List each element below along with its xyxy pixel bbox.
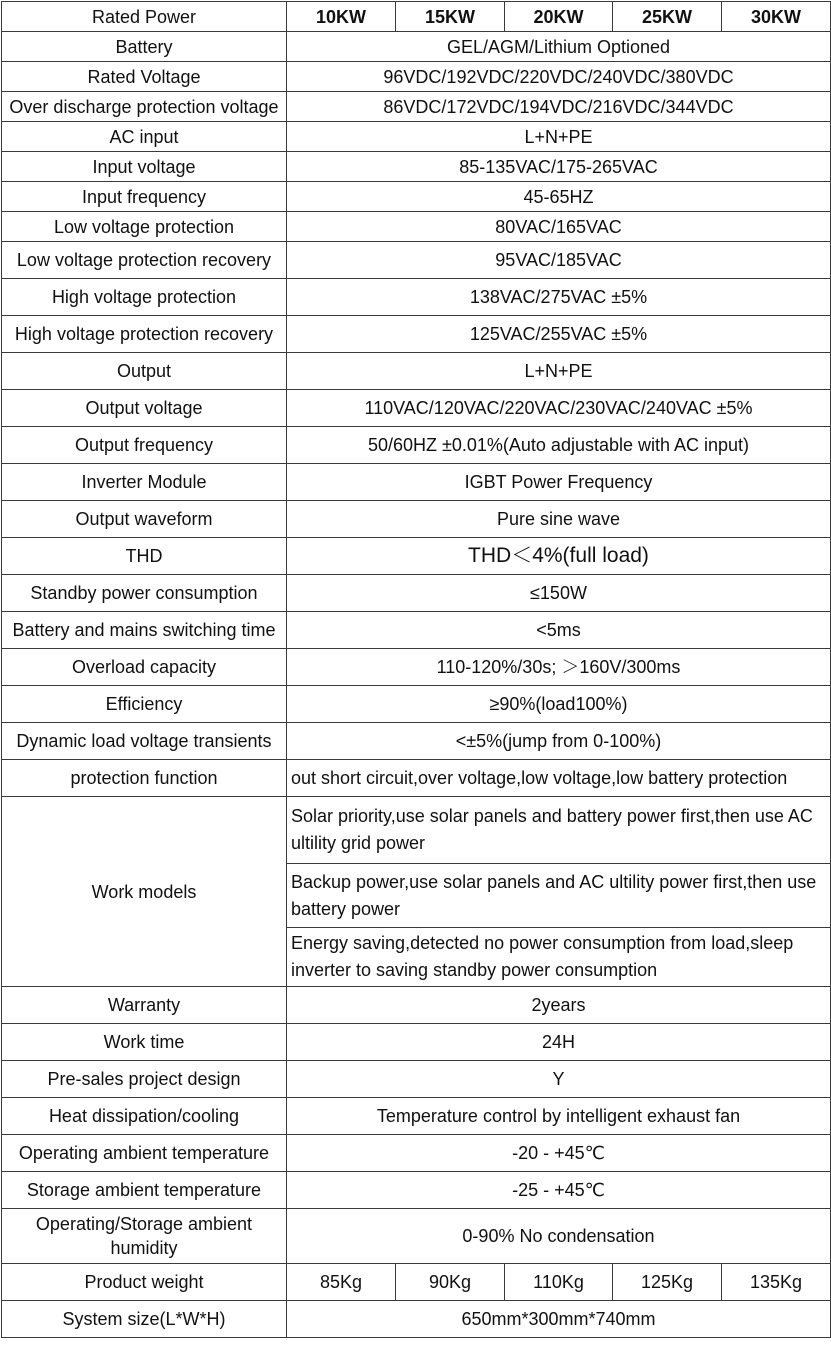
row-value: out short circuit,over voltage,low voltage,low battery protection bbox=[287, 760, 831, 797]
weight-25kw: 125Kg bbox=[613, 1264, 722, 1301]
weight-15kw: 90Kg bbox=[396, 1264, 505, 1301]
table-row bbox=[2, 464, 831, 501]
row-value: <±5%(jump from 0-100%) bbox=[287, 723, 831, 760]
row-label: THD bbox=[2, 538, 287, 575]
row-label: Output frequency bbox=[2, 427, 287, 464]
table-row bbox=[2, 987, 831, 1024]
row-label: Storage ambient temperature bbox=[2, 1172, 287, 1209]
row-label: Output voltage bbox=[2, 390, 287, 427]
row-label: Dynamic load voltage transients bbox=[2, 723, 287, 760]
size-label: System size(L*W*H) bbox=[2, 1301, 287, 1338]
table-row bbox=[2, 649, 831, 686]
row-value: -20 - +45℃ bbox=[287, 1135, 831, 1172]
weight-10kw: 85Kg bbox=[287, 1264, 396, 1301]
row-label: Low voltage protection recovery bbox=[2, 242, 287, 279]
row-label: Work time bbox=[2, 1024, 287, 1061]
row-label: Warranty bbox=[2, 987, 287, 1024]
row-label: Operating/Storage ambient humidity bbox=[2, 1209, 287, 1264]
table-row bbox=[2, 212, 831, 242]
row-label: Input frequency bbox=[2, 182, 287, 212]
table-row bbox=[2, 62, 831, 92]
row-value: L+N+PE bbox=[287, 122, 831, 152]
table-row bbox=[2, 1135, 831, 1172]
row-value: 24H bbox=[287, 1024, 831, 1061]
row-value: 96VDC/192VDC/220VDC/240VDC/380VDC bbox=[287, 62, 831, 92]
row-value: Pure sine wave bbox=[287, 501, 831, 538]
table-row bbox=[2, 1061, 831, 1098]
row-value: ≥90%(load100%) bbox=[287, 686, 831, 723]
work-model-item: Solar priority,use solar panels and battery power first,then use AC ultility grid power bbox=[287, 797, 831, 864]
row-value: 2years bbox=[287, 987, 831, 1024]
size-value: 650mm*300mm*740mm bbox=[287, 1301, 831, 1338]
table-row bbox=[2, 152, 831, 182]
table-row bbox=[2, 612, 831, 649]
work-models-row bbox=[2, 797, 831, 864]
row-value: -25 - +45℃ bbox=[287, 1172, 831, 1209]
row-value: Y bbox=[287, 1061, 831, 1098]
table-row bbox=[2, 122, 831, 152]
row-label: Output waveform bbox=[2, 501, 287, 538]
table-row bbox=[2, 686, 831, 723]
size-row bbox=[2, 1301, 831, 1338]
row-value: GEL/AGM/Lithium Optioned bbox=[287, 32, 831, 62]
weight-20kw: 110Kg bbox=[505, 1264, 613, 1301]
table-row bbox=[2, 353, 831, 390]
row-label: Low voltage protection bbox=[2, 212, 287, 242]
row-value: 85-135VAC/175-265VAC bbox=[287, 152, 831, 182]
row-value: ≤150W bbox=[287, 575, 831, 612]
table-row bbox=[2, 760, 831, 797]
row-label: Output bbox=[2, 353, 287, 390]
row-label: protection function bbox=[2, 760, 287, 797]
weight-row bbox=[2, 1264, 831, 1301]
row-value: L+N+PE bbox=[287, 353, 831, 390]
table-row bbox=[2, 501, 831, 538]
row-value: 0-90% No condensation bbox=[287, 1209, 831, 1264]
model-15kw: 15KW bbox=[396, 2, 505, 32]
table-row bbox=[2, 1024, 831, 1061]
row-value: 138VAC/275VAC ±5% bbox=[287, 279, 831, 316]
table-row bbox=[2, 1098, 831, 1135]
model-10kw: 10KW bbox=[287, 2, 396, 32]
row-value: IGBT Power Frequency bbox=[287, 464, 831, 501]
row-label: Battery bbox=[2, 32, 287, 62]
table-row bbox=[2, 538, 831, 575]
table-row bbox=[2, 1209, 831, 1264]
table-row bbox=[2, 92, 831, 122]
header-label: Rated Power bbox=[2, 2, 287, 32]
model-20kw: 20KW bbox=[505, 2, 613, 32]
table-row bbox=[2, 723, 831, 760]
row-label: Inverter Module bbox=[2, 464, 287, 501]
table-row bbox=[2, 575, 831, 612]
row-label: Overload capacity bbox=[2, 649, 287, 686]
row-label: Input voltage bbox=[2, 152, 287, 182]
row-value: 110VAC/120VAC/220VAC/230VAC/240VAC ±5% bbox=[287, 390, 831, 427]
table-row bbox=[2, 242, 831, 279]
row-label: Standby power consumption bbox=[2, 575, 287, 612]
row-value: Temperature control by intelligent exhaust fan bbox=[287, 1098, 831, 1135]
row-label: Battery and mains switching time bbox=[2, 612, 287, 649]
header-row bbox=[2, 2, 831, 32]
work-model-item: Energy saving,detected no power consumption from load,sleep inverter to saving standby power consumption bbox=[287, 928, 831, 987]
row-label: High voltage protection bbox=[2, 279, 287, 316]
row-label: Rated Voltage bbox=[2, 62, 287, 92]
weight-label: Product weight bbox=[2, 1264, 287, 1301]
table-row bbox=[2, 279, 831, 316]
row-value: 45-65HZ bbox=[287, 182, 831, 212]
row-label: Efficiency bbox=[2, 686, 287, 723]
table-row bbox=[2, 182, 831, 212]
row-label: AC input bbox=[2, 122, 287, 152]
row-value: <5ms bbox=[287, 612, 831, 649]
table-row bbox=[2, 32, 831, 62]
row-label: Over discharge protection voltage bbox=[2, 92, 287, 122]
weight-30kw: 135Kg bbox=[722, 1264, 831, 1301]
row-value: THD＜4%(full load) bbox=[287, 538, 831, 575]
row-label: High voltage protection recovery bbox=[2, 316, 287, 353]
row-value: 50/60HZ ±0.01%(Auto adjustable with AC input) bbox=[287, 427, 831, 464]
model-25kw: 25KW bbox=[613, 2, 722, 32]
row-value: 125VAC/255VAC ±5% bbox=[287, 316, 831, 353]
table-row bbox=[2, 427, 831, 464]
row-value: 95VAC/185VAC bbox=[287, 242, 831, 279]
row-value: 110-120%/30s; ＞160V/300ms bbox=[287, 649, 831, 686]
work-model-item: Backup power,use solar panels and AC ultility power first,then use battery power bbox=[287, 864, 831, 928]
table-row bbox=[2, 316, 831, 353]
work-models-label: Work models bbox=[2, 797, 287, 987]
row-label: Heat dissipation/cooling bbox=[2, 1098, 287, 1135]
table-row bbox=[2, 390, 831, 427]
row-label: Operating ambient temperature bbox=[2, 1135, 287, 1172]
row-value: 86VDC/172VDC/194VDC/216VDC/344VDC bbox=[287, 92, 831, 122]
model-30kw: 30KW bbox=[722, 2, 831, 32]
row-value: 80VAC/165VAC bbox=[287, 212, 831, 242]
spec-table bbox=[1, 1, 831, 1338]
table-row bbox=[2, 1172, 831, 1209]
row-label: Pre-sales project design bbox=[2, 1061, 287, 1098]
